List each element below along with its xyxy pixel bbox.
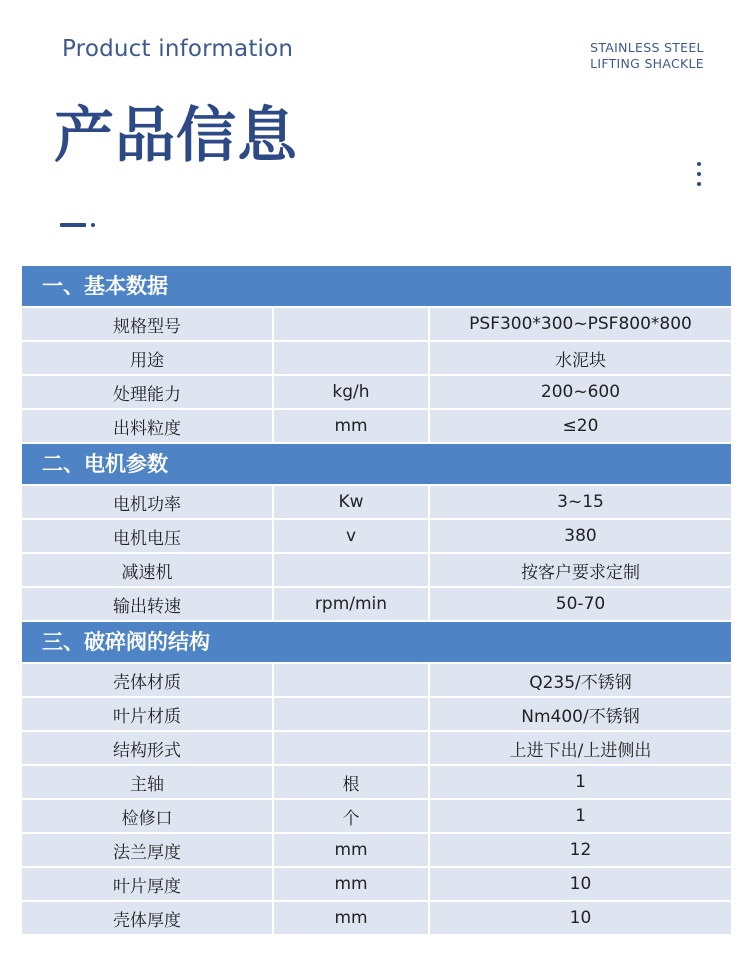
chinese-title: 产品信息	[54, 101, 298, 171]
param-unit-cell	[274, 308, 428, 340]
table-row	[22, 698, 731, 730]
param-name-cell: 用途	[22, 342, 272, 374]
param-name-cell: 出料粒度	[22, 410, 272, 442]
param-name-cell: 主轴	[22, 766, 272, 798]
param-unit-cell: Kw	[274, 486, 428, 518]
english-title: Product information	[62, 36, 294, 62]
param-name-cell: 叶片厚度	[22, 868, 272, 900]
table-row	[22, 520, 731, 552]
table-row	[22, 486, 731, 518]
param-name-cell: 处理能力	[22, 376, 272, 408]
param-unit-cell: mm	[274, 410, 428, 442]
param-value-cell: 水泥块	[430, 342, 731, 374]
param-unit-cell	[274, 342, 428, 374]
vertical-dots-icon	[696, 162, 702, 192]
param-unit-cell: mm	[274, 868, 428, 900]
param-unit-cell: mm	[274, 902, 428, 934]
section-header-valve-structure: 三、破碎阀的结构	[22, 622, 731, 662]
param-name-cell: 电机电压	[22, 520, 272, 552]
param-unit-cell: v	[274, 520, 428, 552]
section-header-basic-data: 一、基本数据	[22, 266, 731, 306]
param-value-cell: Q235/不锈钢	[430, 664, 731, 696]
product-label-line2: LIFTING SHACKLE	[590, 56, 704, 71]
table-row	[22, 868, 731, 900]
table-row	[22, 410, 731, 442]
param-value-cell: ≤20	[430, 410, 731, 442]
title-underline-dot	[91, 223, 95, 227]
param-value-cell: 12	[430, 834, 731, 866]
param-name-cell: 壳体厚度	[22, 902, 272, 934]
param-name-cell: 减速机	[22, 554, 272, 586]
table-row	[22, 342, 731, 374]
param-value-cell: 380	[430, 520, 731, 552]
param-name-cell: 壳体材质	[22, 664, 272, 696]
param-value-cell: 10	[430, 902, 731, 934]
title-underline-dash	[60, 223, 86, 227]
param-name-cell: 电机功率	[22, 486, 272, 518]
param-value-cell: 1	[430, 766, 731, 798]
table-row	[22, 800, 731, 832]
param-unit-cell: 根	[274, 766, 428, 798]
param-name-cell: 规格型号	[22, 308, 272, 340]
table-row	[22, 732, 731, 764]
param-value-cell: 50-70	[430, 588, 731, 620]
param-unit-cell: kg/h	[274, 376, 428, 408]
param-value-cell: 200~600	[430, 376, 731, 408]
param-value-cell: PSF300*300~PSF800*800	[430, 308, 731, 340]
param-unit-cell	[274, 664, 428, 696]
param-value-cell: 上进下出/上进侧出	[430, 732, 731, 764]
param-unit-cell	[274, 554, 428, 586]
param-name-cell: 检修口	[22, 800, 272, 832]
table-row	[22, 664, 731, 696]
param-unit-cell	[274, 698, 428, 730]
table-row	[22, 834, 731, 866]
param-unit-cell: rpm/min	[274, 588, 428, 620]
param-value-cell: 3~15	[430, 486, 731, 518]
param-name-cell: 输出转速	[22, 588, 272, 620]
param-unit-cell: mm	[274, 834, 428, 866]
param-unit-cell: 个	[274, 800, 428, 832]
param-name-cell: 叶片材质	[22, 698, 272, 730]
table-row	[22, 766, 731, 798]
param-value-cell: 按客户要求定制	[430, 554, 731, 586]
param-value-cell: Nm400/不锈钢	[430, 698, 731, 730]
product-label-line1: STAINLESS STEEL	[590, 40, 704, 55]
table-row	[22, 902, 731, 934]
table-row	[22, 588, 731, 620]
param-value-cell: 1	[430, 800, 731, 832]
param-name-cell: 法兰厚度	[22, 834, 272, 866]
param-unit-cell	[274, 732, 428, 764]
table-row	[22, 376, 731, 408]
table-row	[22, 308, 731, 340]
section-header-motor-params: 二、电机参数	[22, 444, 731, 484]
spec-table	[22, 266, 731, 936]
param-name-cell: 结构形式	[22, 732, 272, 764]
table-row	[22, 554, 731, 586]
product-label	[590, 40, 704, 72]
param-value-cell: 10	[430, 868, 731, 900]
